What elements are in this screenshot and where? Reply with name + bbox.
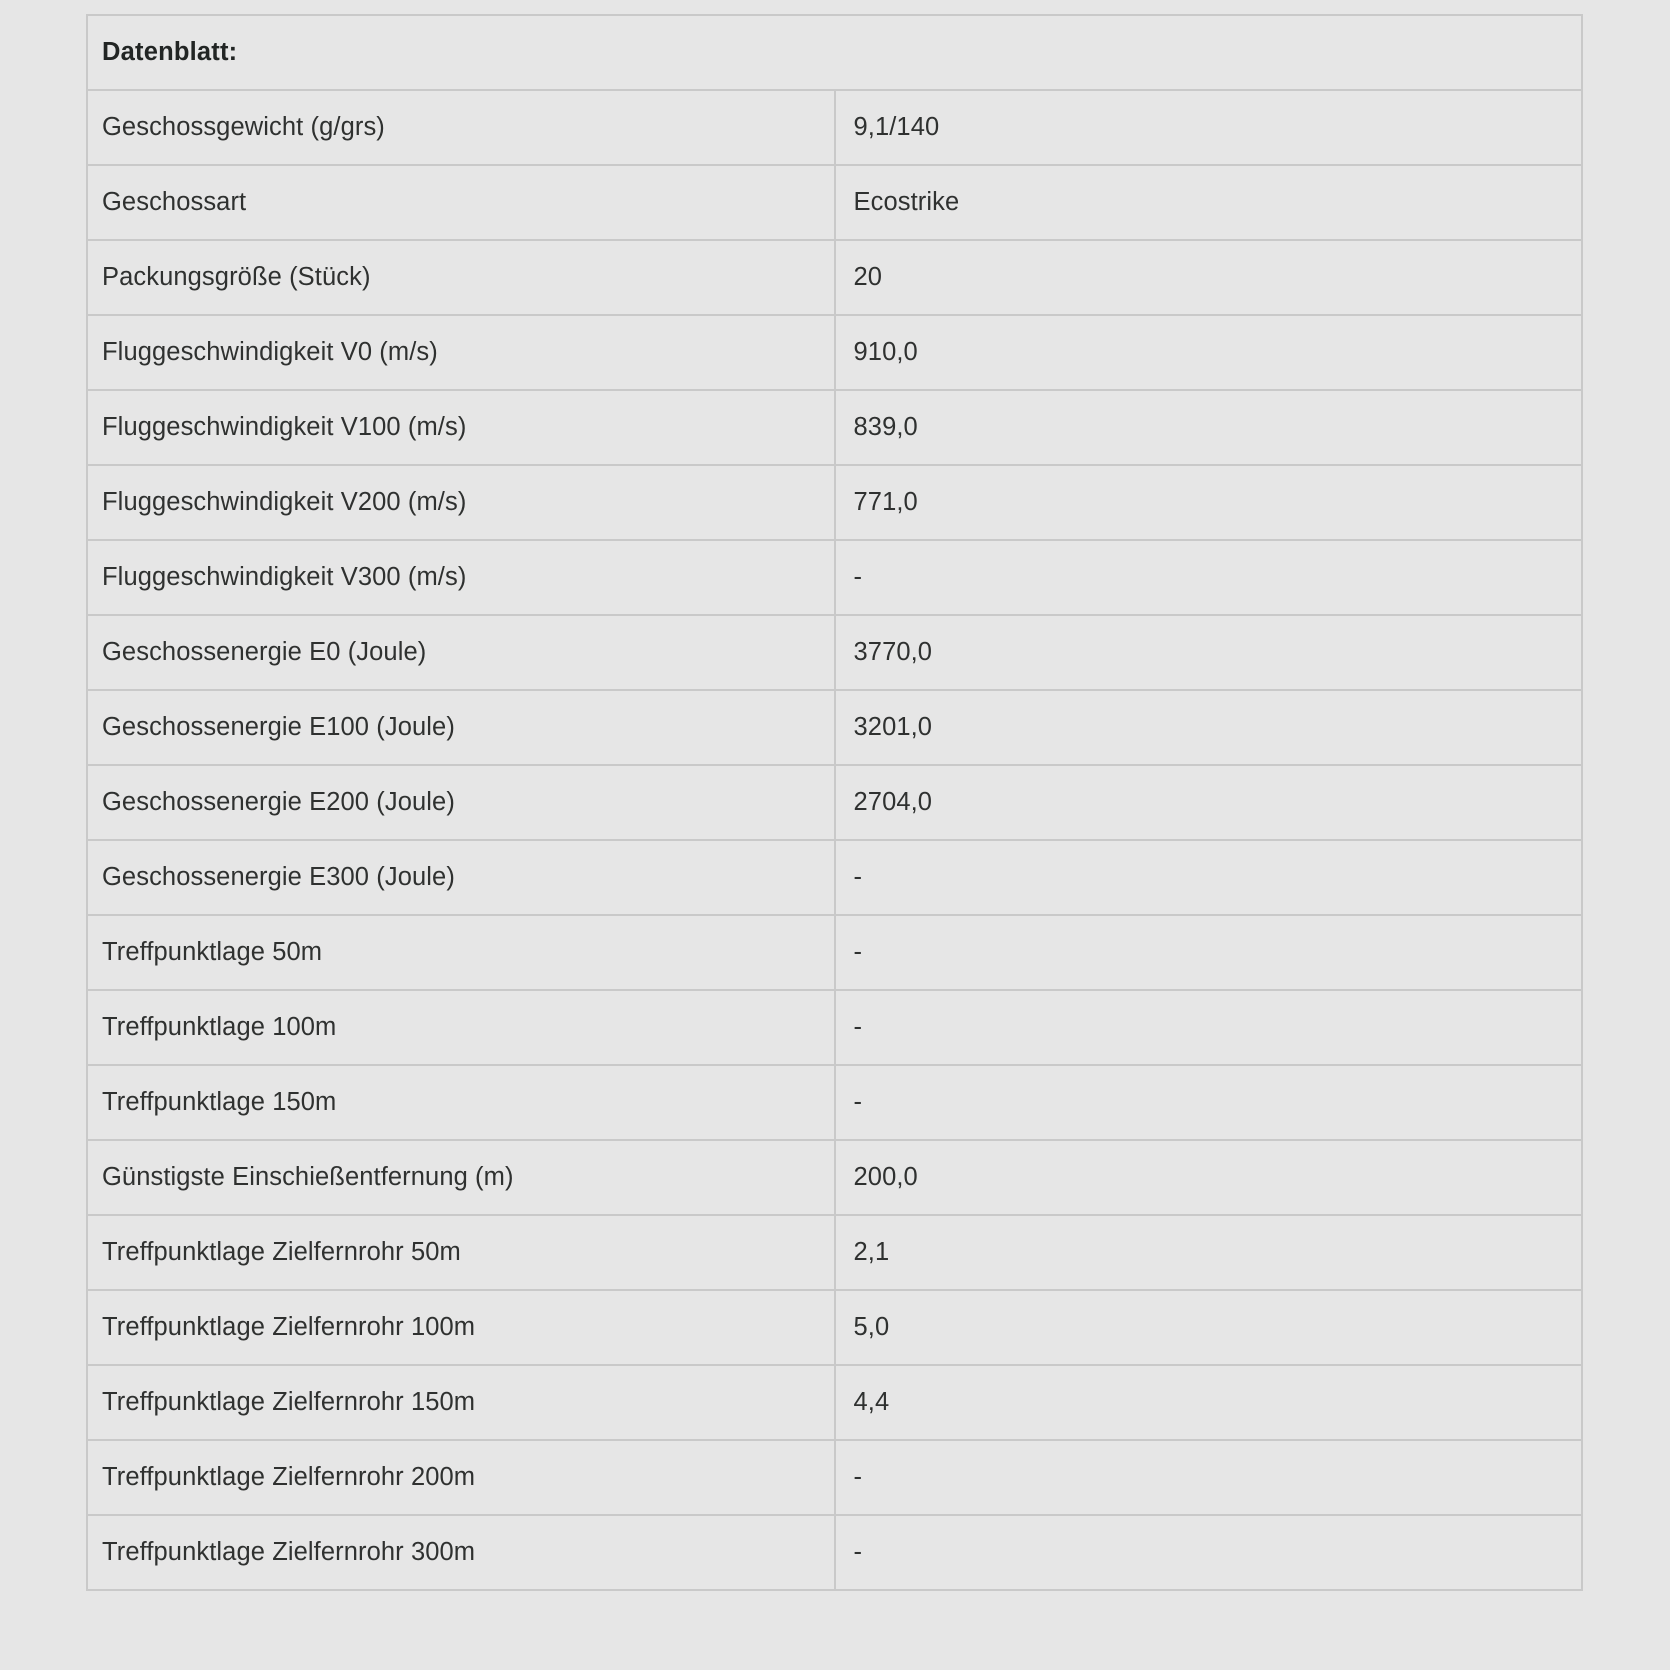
spec-value: 910,0 (835, 315, 1583, 390)
spec-label: Günstigste Einschießentfernung (m) (87, 1140, 835, 1215)
spec-value: - (835, 540, 1583, 615)
table-row (87, 1140, 1582, 1215)
spec-label: Fluggeschwindigkeit V300 (m/s) (87, 540, 835, 615)
spec-value: 200,0 (835, 1140, 1583, 1215)
table-row (87, 240, 1582, 315)
spec-value: 3201,0 (835, 690, 1583, 765)
table-row (87, 390, 1582, 465)
table-row (87, 1515, 1582, 1590)
spec-label: Treffpunktlage Zielfernrohr 50m (87, 1215, 835, 1290)
spec-value: - (835, 915, 1583, 990)
spec-label: Treffpunktlage Zielfernrohr 200m (87, 1440, 835, 1515)
datasheet-table-body (87, 15, 1582, 1590)
spec-label: Geschossenergie E0 (Joule) (87, 615, 835, 690)
spec-value: 9,1/140 (835, 90, 1583, 165)
table-row (87, 615, 1582, 690)
spec-label: Geschossenergie E300 (Joule) (87, 840, 835, 915)
table-row (87, 1365, 1582, 1440)
spec-label: Fluggeschwindigkeit V200 (m/s) (87, 465, 835, 540)
spec-value: 2,1 (835, 1215, 1583, 1290)
spec-label: Geschossgewicht (g/grs) (87, 90, 835, 165)
datasheet-header-row (87, 15, 1582, 90)
spec-value: - (835, 840, 1583, 915)
table-row (87, 1290, 1582, 1365)
spec-label: Geschossart (87, 165, 835, 240)
table-row (87, 990, 1582, 1065)
table-row (87, 315, 1582, 390)
spec-label: Treffpunktlage Zielfernrohr 300m (87, 1515, 835, 1590)
spec-value: - (835, 990, 1583, 1065)
spec-label: Fluggeschwindigkeit V0 (m/s) (87, 315, 835, 390)
spec-value: - (835, 1515, 1583, 1590)
datasheet-table (86, 14, 1583, 1591)
spec-label: Treffpunktlage 100m (87, 990, 835, 1065)
spec-value: 3770,0 (835, 615, 1583, 690)
spec-value: - (835, 1065, 1583, 1140)
spec-label: Treffpunktlage Zielfernrohr 100m (87, 1290, 835, 1365)
table-row (87, 765, 1582, 840)
table-row (87, 1065, 1582, 1140)
table-row (87, 1215, 1582, 1290)
table-row (87, 840, 1582, 915)
table-row (87, 540, 1582, 615)
table-row (87, 90, 1582, 165)
spec-value: 839,0 (835, 390, 1583, 465)
spec-label: Packungsgröße (Stück) (87, 240, 835, 315)
spec-value: 20 (835, 240, 1583, 315)
table-row (87, 465, 1582, 540)
spec-value: 4,4 (835, 1365, 1583, 1440)
table-row (87, 915, 1582, 990)
spec-value: Ecostrike (835, 165, 1583, 240)
spec-label: Fluggeschwindigkeit V100 (m/s) (87, 390, 835, 465)
table-row (87, 165, 1582, 240)
table-row (87, 1440, 1582, 1515)
spec-value: - (835, 1440, 1583, 1515)
spec-value: 771,0 (835, 465, 1583, 540)
spec-label: Treffpunktlage 50m (87, 915, 835, 990)
spec-label: Geschossenergie E200 (Joule) (87, 765, 835, 840)
spec-value: 5,0 (835, 1290, 1583, 1365)
spec-value: 2704,0 (835, 765, 1583, 840)
spec-label: Geschossenergie E100 (Joule) (87, 690, 835, 765)
datasheet-title: Datenblatt: (87, 15, 1582, 90)
spec-label: Treffpunktlage Zielfernrohr 150m (87, 1365, 835, 1440)
spec-label: Treffpunktlage 150m (87, 1065, 835, 1140)
table-row (87, 690, 1582, 765)
